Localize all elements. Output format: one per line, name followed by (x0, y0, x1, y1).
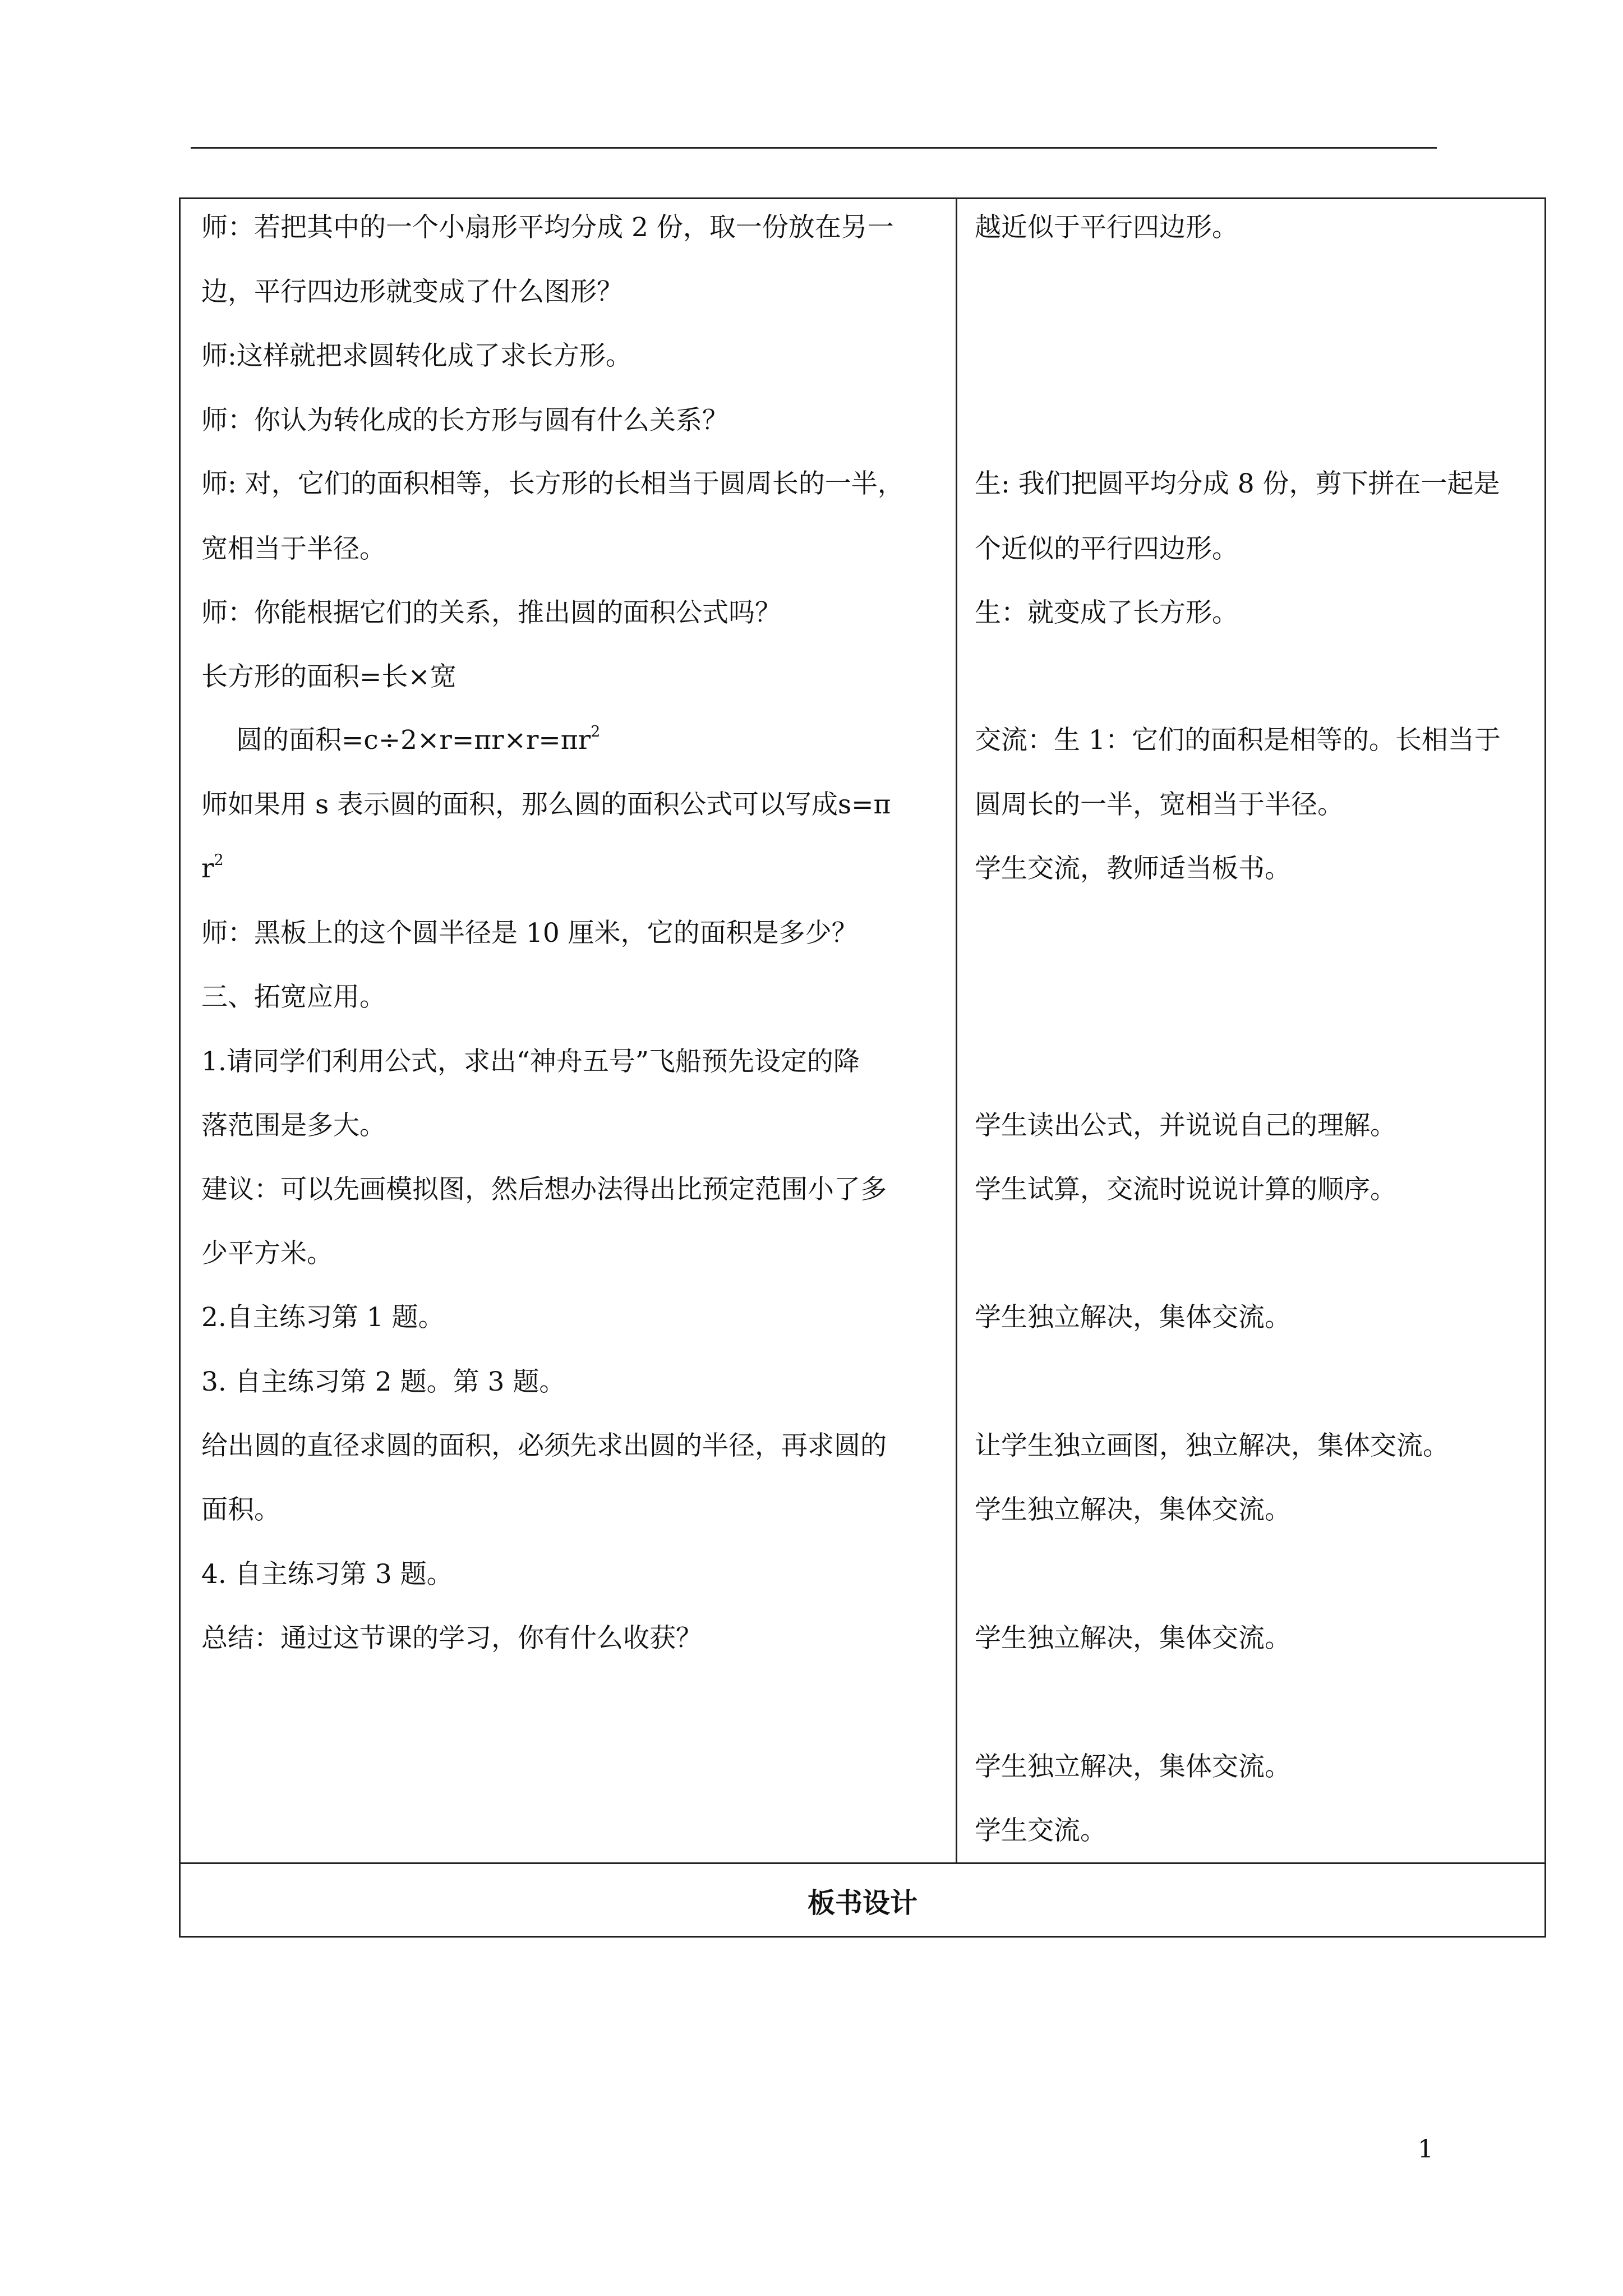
student-line: 让学生独立画图，独立解决，集体交流。 (975, 1430, 1449, 1461)
teacher-line: 建议：可以先画模拟图，然后想办法得出比预定范围小了多 (201, 1174, 887, 1205)
teacher-line: 师：若把其中的一个小扇形平均分成 2 份，取一份放在另一 (201, 212, 894, 243)
student-line: 生: 我们把圆平均分成 8 份，剪下拼在一起是 (975, 468, 1500, 499)
teacher-line: 面积。 (201, 1494, 280, 1525)
formula-superscript: 2 (214, 852, 224, 869)
formula-superscript: 2 (591, 723, 601, 740)
column-divider (956, 199, 957, 1862)
student-line: 个近似的平行四边形。 (975, 533, 1238, 564)
student-line: 学生独立解决，集体交流。 (975, 1623, 1291, 1654)
teacher-line: 给出圆的直径求圆的面积，必须先求出圆的半径，再求圆的 (201, 1430, 887, 1461)
section-heading: 三、拓宽应用。 (201, 982, 386, 1013)
student-line: 学生独立解决，集体交流。 (975, 1751, 1291, 1782)
student-line: 学生交流，教师适当板书。 (975, 853, 1291, 884)
student-line: 学生读出公式，并说说自己的理解。 (975, 1110, 1396, 1141)
formula-continuation (201, 852, 224, 886)
header-rule (191, 147, 1437, 149)
student-line: 越近似于平行四边形。 (975, 212, 1238, 243)
student-line: 学生试算，交流时说说计算的顺序。 (975, 1174, 1396, 1205)
teacher-line: 师：你认为转化成的长方形与圆有什么关系？ (201, 405, 728, 436)
teacher-line: 2.自主练习第 1 题。 (201, 1302, 445, 1333)
teacher-line: 宽相当于半径。 (201, 533, 386, 564)
circle-area-formula (236, 724, 600, 757)
teacher-line: 师:这样就把求圆转化成了求长方形。 (201, 341, 632, 371)
teacher-line: 总结：通过这节课的学习，你有什么收获？ (201, 1623, 702, 1654)
lesson-table (179, 197, 1546, 1938)
page-number: 1 (1418, 2135, 1433, 2164)
teacher-line: 师如果用 s 表示圆的面积，那么圆的面积公式可以写成s=π (201, 789, 891, 820)
teacher-line: 师: 对，它们的面积相等，长方形的长相当于圆周长的一半， (201, 468, 904, 499)
student-line: 圆周长的一半，宽相当于半径。 (975, 789, 1344, 820)
teacher-line: 少平方米。 (201, 1238, 333, 1269)
formula-text: r (201, 853, 214, 884)
teacher-line: 师：黑板上的这个圆半径是 10 厘米，它的面积是多少？ (201, 918, 858, 949)
student-line: 学生独立解决，集体交流。 (975, 1494, 1291, 1525)
student-line: 学生独立解决，集体交流。 (975, 1302, 1291, 1333)
student-line: 学生交流。 (975, 1815, 1106, 1846)
board-design-heading: 板书设计 (807, 1886, 917, 1919)
student-line: 交流：生 1：它们的面积是相等的。长相当于 (975, 725, 1501, 756)
teacher-line: 3. 自主练习第 2 题。第 3 题。 (201, 1366, 566, 1397)
teacher-line: 4. 自主练习第 3 题。 (201, 1559, 453, 1590)
teacher-line: 边，平行四边形就变成了什么图形？ (201, 277, 623, 307)
student-line: 生：就变成了长方形。 (975, 597, 1238, 628)
teacher-line: 1.请同学们利用公式，求出“神舟五号”飞船预先设定的降 (201, 1046, 860, 1077)
formula-text: 圆的面积=c÷2×r=πr×r=πr (236, 725, 591, 756)
teacher-line: 师：你能根据它们的关系，推出圆的面积公式吗？ (201, 597, 781, 628)
teacher-line: 长方形的面积=长×宽 (201, 661, 457, 692)
teacher-line: 落范围是多大。 (201, 1110, 386, 1141)
